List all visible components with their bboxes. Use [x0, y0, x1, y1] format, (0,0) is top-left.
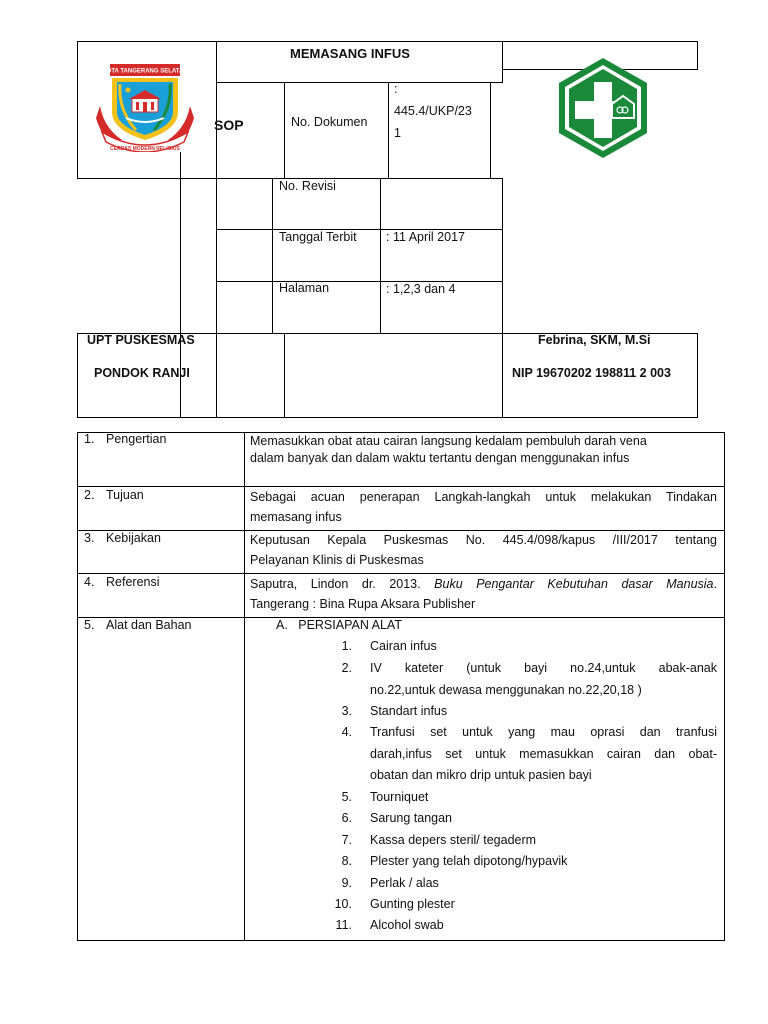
- section-number: 5.: [84, 618, 95, 632]
- tangerang-selatan-emblem: [96, 62, 194, 152]
- list-item: Alcohol swab: [370, 918, 444, 932]
- page-label: Halaman: [279, 281, 330, 295]
- list-item-number: 1.: [341, 639, 352, 653]
- list-item-number: 5.: [341, 790, 352, 804]
- section-label-kebijakan: Kebijakan: [106, 531, 161, 545]
- section-label-tujuan: Tujuan: [106, 488, 144, 502]
- doc-number-colon: :: [394, 82, 398, 96]
- svg-text:KOTA TANGERANG SELATAN: KOTA TANGERANG SELATAN: [102, 68, 188, 75]
- list-item: Tranfusi set untuk yang mau oprasi dan tranfusi darah,infus set untuk memasukkan cairan dan obat- obatan dan mikro drip untuk pasien bayi: [370, 725, 717, 782]
- page-value: : 1,2,3 dan 4: [386, 282, 456, 296]
- signer-nip: NIP 19670202 198811 2 003: [512, 366, 671, 380]
- list-item: Cairan infus: [370, 639, 437, 653]
- list-item: Kassa depers steril/ tegaderm: [370, 833, 537, 847]
- list-item-number: 7.: [341, 833, 352, 847]
- list-item: Perlak / alas: [370, 876, 439, 890]
- subheading-persiapan-alat: A. PERSIAPAN ALAT: [276, 618, 402, 632]
- list-item: Sarung tangan: [370, 811, 453, 825]
- document-title: MEMASANG INFUS: [290, 46, 410, 61]
- org-name-line2: PONDOK RANJI: [94, 366, 190, 380]
- issue-date-label: Tanggal Terbit: [279, 230, 357, 244]
- list-item-number: 6.: [341, 811, 352, 825]
- doc-number-value: 445.4/UKP/23: [394, 104, 472, 118]
- list-item: Plester yang telah dipotong/hypavik: [370, 854, 568, 868]
- doc-number-value-cont: 1: [394, 126, 401, 140]
- list-item: Standart infus: [370, 704, 448, 718]
- section-text-pengertian: Memasukkan obat atau cairan langsung kedalam pembuluh darah vena dalam banyak dan dalam waktu tertantu dengan menggunakan infus: [250, 434, 647, 465]
- list-item-number: 8.: [341, 854, 352, 868]
- section-text-referensi: Saputra, Lindon dr. 2013. Buku Pengantar Kebutuhan dasar Manusia. Tangerang : Bina Rupa Aksara Publisher: [250, 577, 717, 611]
- issue-date-value: : 11 April 2017: [386, 230, 465, 244]
- org-name-line1: UPT PUSKESMAS: [87, 333, 195, 347]
- section-label-pengertian: Pengertian: [106, 432, 167, 446]
- list-item: Tourniquet: [370, 790, 429, 804]
- list-item-number: 10.: [334, 897, 352, 911]
- section-number: 3.: [84, 531, 95, 545]
- revision-label: No. Revisi: [279, 179, 336, 193]
- sop-label: SOP: [214, 117, 244, 133]
- list-item-number: 4.: [341, 725, 352, 739]
- doc-number-label: No. Dokumen: [291, 115, 368, 129]
- section-number: 4.: [84, 575, 95, 589]
- section-label-referensi: Referensi: [106, 575, 160, 589]
- list-item-number: 3.: [341, 704, 352, 718]
- section-number: 2.: [84, 488, 95, 502]
- list-item-number: 9.: [341, 876, 352, 890]
- svg-text:CERDAS MODERN RELIGIUS: CERDAS MODERN RELIGIUS: [110, 146, 180, 152]
- signer-name: Febrina, SKM, M.Si: [538, 333, 651, 347]
- list-item-number: 2.: [341, 661, 352, 675]
- section-text-kebijakan: Keputusan Kepala Puskesmas No. 445.4/098/kapus /III/2017 tentang Pelayanan Klinis di Puskesmas: [250, 533, 717, 567]
- list-item: Gunting plester: [370, 897, 455, 911]
- list-item-number: 11.: [335, 918, 352, 932]
- section-label-alat-bahan: Alat dan Bahan: [106, 618, 192, 632]
- list-item: IV kateter (untuk bayi no.24,untuk abak-anak no.22,untuk dewasa menggunakan no.22,20,18 ): [370, 661, 717, 697]
- section-number: 1.: [84, 432, 95, 446]
- section-text-tujuan: Sebagai acuan penerapan Langkah-langkah untuk melakukan Tindakan memasang infus: [250, 490, 717, 524]
- puskesmas-logo: [556, 56, 650, 160]
